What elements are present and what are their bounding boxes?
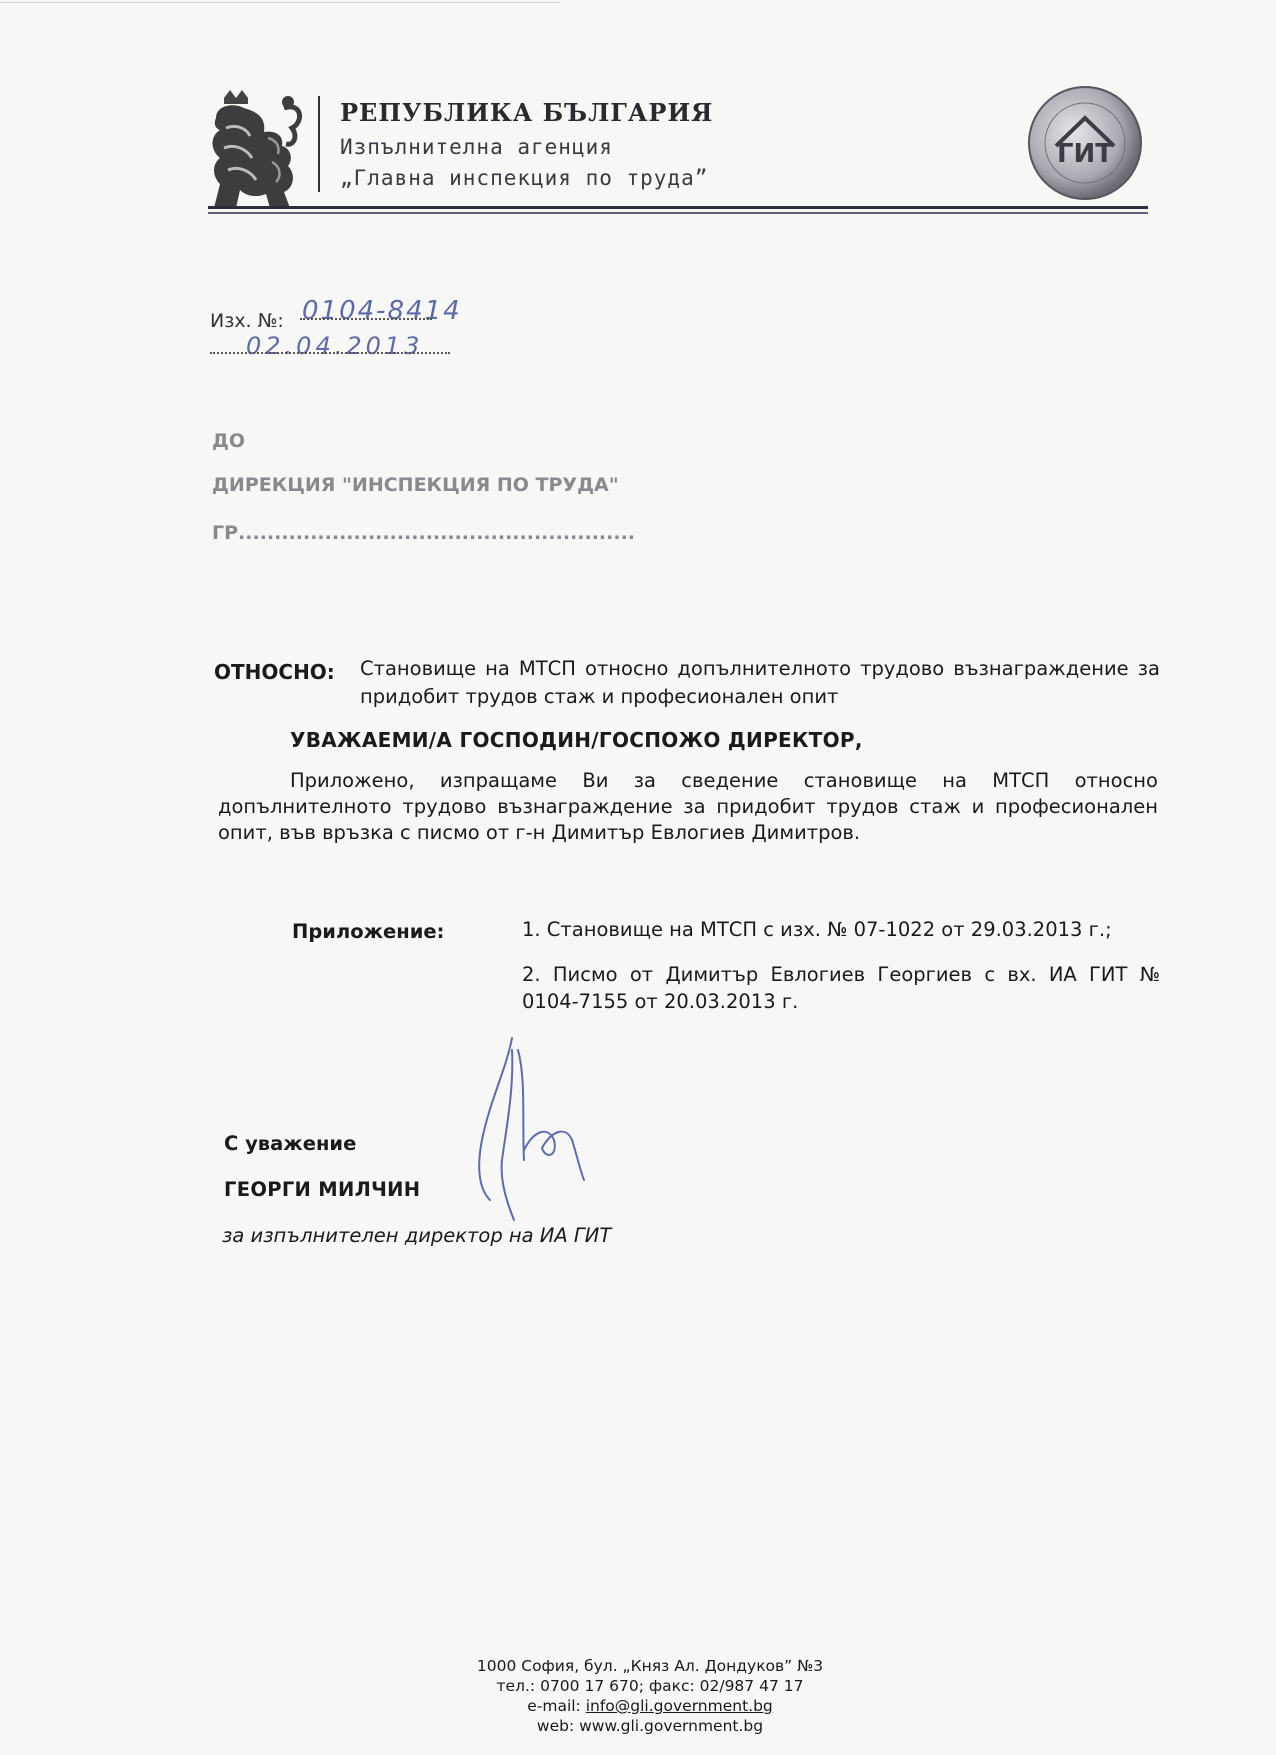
addressee-directorate: ДИРЕКЦИЯ "ИНСПЕКЦИЯ ПО ТРУДА" bbox=[212, 474, 619, 496]
footer-phone: тел.: 0700 17 670; факс: 02/987 47 17 bbox=[496, 1677, 804, 1695]
coat-of-arms-icon bbox=[206, 88, 306, 212]
agency-name-line1: Изпълнителна агенция bbox=[340, 135, 613, 159]
agency-name-line2: „Главна инспекция по труда” bbox=[340, 166, 709, 190]
outgoing-number-handwritten: 0104-8414 bbox=[302, 296, 462, 326]
seal-text: ГИТ bbox=[1056, 139, 1114, 169]
subject-label: ОТНОСНО: bbox=[214, 660, 335, 684]
salutation: УВАЖАЕМИ/А ГОСПОДИН/ГОСПОЖО ДИРЕКТОР, bbox=[290, 728, 863, 752]
agency-seal-icon bbox=[1026, 84, 1144, 202]
subject-text: Становище на МТСП относно допълнителното трудово възнаграждение за придобит трудов стаж и професионален опит bbox=[360, 657, 1160, 708]
footer-email-label: e-mail: bbox=[527, 1697, 586, 1715]
footer-address: 1000 София, бул. „Княз Ал. Дондуков” №3 bbox=[476, 1657, 824, 1675]
letter-body: Приложено, изпращаме Ви за сведение становище на МТСП относно допълнителното трудово възнаграждение за придобит трудов стаж и професионален опит, във връзка с писмо от г-н Димитър Евлогиев Димитров. bbox=[218, 769, 1158, 844]
signatory-name: ГЕОРГИ МИЛЧИН bbox=[224, 1178, 421, 1201]
attachments-list bbox=[522, 916, 1160, 1033]
outgoing-number-label: Изх. №: bbox=[210, 310, 284, 332]
republic-title: РЕПУБЛИКА БЪЛГАРИЯ bbox=[340, 98, 714, 127]
handwritten-signature bbox=[462, 1030, 622, 1230]
number-dotted-line bbox=[300, 318, 432, 320]
footer-email-line bbox=[440, 1696, 860, 1716]
addressee-city: ГР....................................................... bbox=[212, 522, 636, 544]
attachment-item: 1. Становище на МТСП с изх. № 07-1022 от 29.03.2013 г.; bbox=[522, 918, 1112, 941]
attachments-label: Приложение: bbox=[292, 920, 445, 943]
header-rule-bottom bbox=[208, 212, 1148, 214]
footer-web: web: www.gli.government.bg bbox=[536, 1717, 764, 1735]
header-rule-top bbox=[208, 206, 1148, 209]
footer-email-link[interactable]: info@gli.government.bg bbox=[585, 1697, 773, 1715]
signatory-title: за изпълнителен директор на ИА ГИТ bbox=[222, 1224, 612, 1247]
scan-edge-line bbox=[0, 2, 560, 3]
date-dotted-line bbox=[210, 352, 450, 354]
footer-contacts bbox=[440, 1656, 860, 1736]
outgoing-date-handwritten: 02.04.2013 bbox=[246, 332, 424, 360]
addressee-to: ДО bbox=[212, 430, 246, 452]
attachment-item: 2. Писмо от Димитър Евлогиев Георгиев с вх. ИА ГИТ № 0104-7155 от 20.03.2013 г. bbox=[522, 963, 1160, 1013]
header-divider bbox=[318, 96, 320, 192]
closing-phrase: С уважение bbox=[224, 1132, 357, 1155]
